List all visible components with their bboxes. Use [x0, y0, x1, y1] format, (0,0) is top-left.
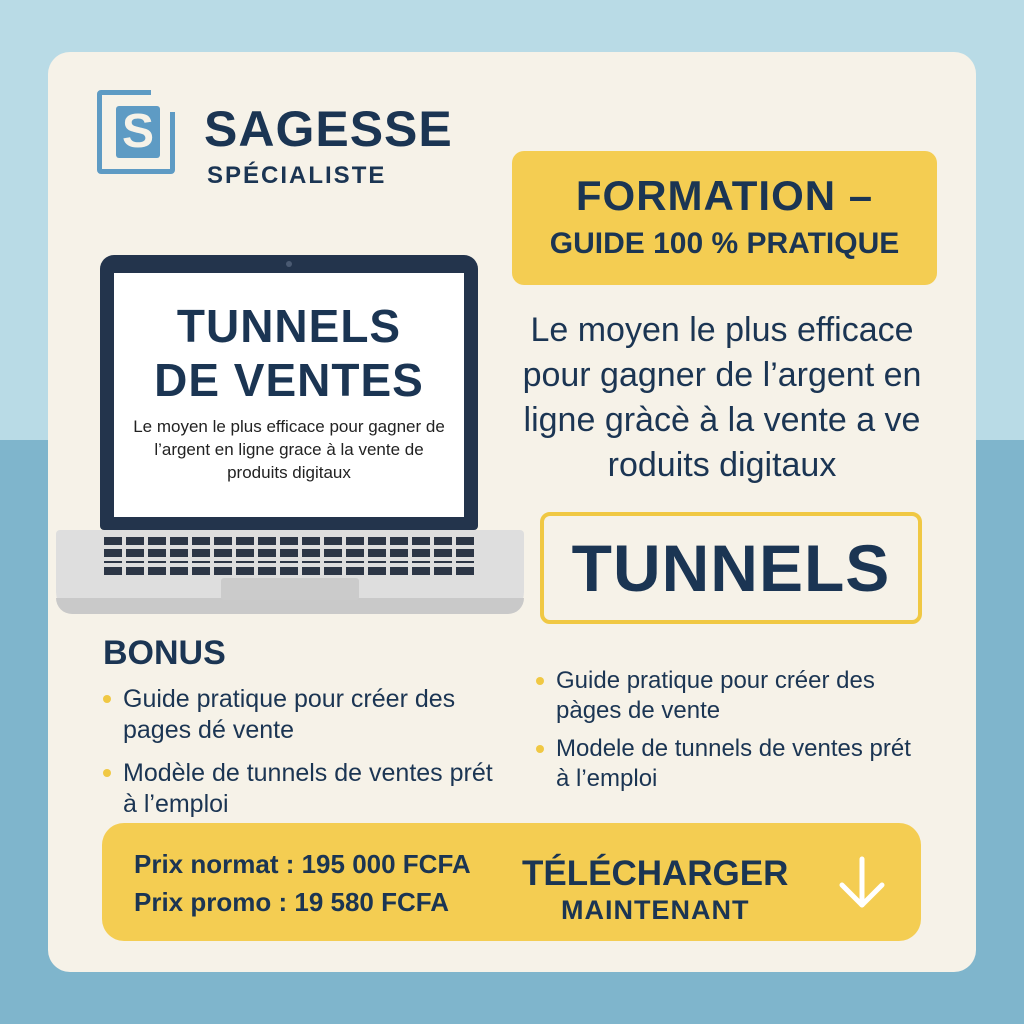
features-list [536, 666, 916, 802]
prices [134, 845, 471, 921]
formation-badge [512, 151, 937, 285]
screen-description: Le moyen le plus efficace pour gagner de l’argent en ligne grace à la vente de produits digitaux [133, 417, 445, 482]
tagline: Le moyen le plus efficace pour gagner de l’argent en ligne gràcè à la vente a ve roduits digitaux [522, 311, 922, 484]
bullet-dot-icon [536, 677, 544, 685]
laptop-touchpad [221, 578, 359, 600]
keyboard-row-gap [104, 563, 476, 567]
bonus-list [103, 684, 503, 832]
normal-price: Prix normat : 195 000 FCFA [134, 849, 471, 879]
list-item-text: Guide pratique pour créer des pàges de vente [556, 667, 875, 724]
list-item-text: Modèle de tunnels de ventes prét à l’emploi [123, 759, 493, 818]
bullet-dot-icon [103, 695, 111, 703]
screen-title: TUNNELS DE VENTES [154, 300, 424, 406]
logo-icon [97, 90, 175, 174]
download-button-sublabel: MAINTENANT [560, 895, 750, 925]
list-item [103, 684, 503, 746]
price-bar [102, 823, 921, 941]
tunnels-label: TUNNELS [540, 512, 922, 624]
arrow-down-icon[interactable] [832, 853, 892, 913]
download-button[interactable] [522, 855, 788, 927]
logo-letter: S [116, 106, 160, 158]
list-item [536, 666, 916, 726]
laptop-display [114, 273, 464, 517]
laptop-base-edge [56, 598, 524, 614]
list-item [536, 734, 916, 794]
promo-price: Prix promo : 19 580 FCFA [134, 887, 449, 917]
brand-name: SAGESSE [204, 101, 453, 157]
formation-subtitle: GUIDE 100 % PRATIQUE [549, 227, 900, 260]
download-button-label: TÉLÉCHARGER [522, 854, 789, 893]
laptop-keyboard [104, 537, 476, 575]
bullet-dot-icon [103, 769, 111, 777]
brand-subtitle: SPÉCIALISTE [207, 162, 387, 189]
laptop-camera [286, 261, 292, 267]
bonus-title: BONUS [103, 634, 226, 672]
list-item-text: Modele de tunnels de ventes prét à l’emploi [556, 735, 911, 792]
formation-title: FORMATION – [575, 172, 874, 219]
list-item [103, 758, 503, 820]
bullet-dot-icon [536, 745, 544, 753]
laptop-screen [100, 255, 478, 530]
list-item-text: Guide pratique pour créer des pages dé vente [123, 685, 456, 744]
